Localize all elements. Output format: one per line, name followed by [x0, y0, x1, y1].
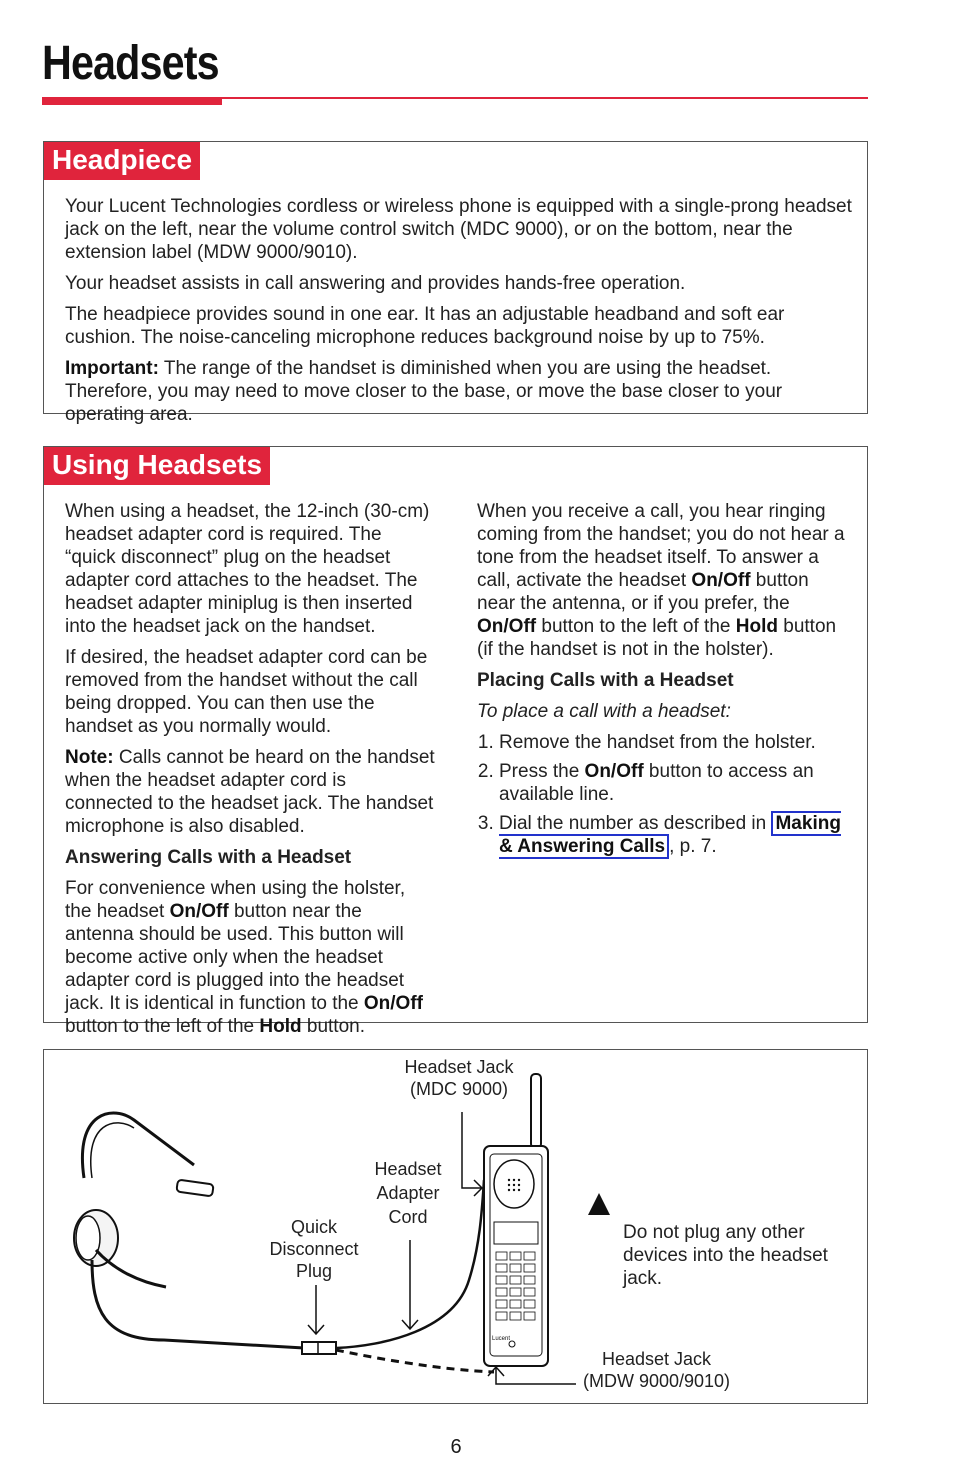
- label-line: Plug: [295, 1261, 333, 1281]
- warning-icon: [588, 1193, 610, 1215]
- using-right-column: [477, 500, 849, 864]
- step-text: button to access an available line.: [499, 761, 814, 805]
- note-label: Note:: [65, 747, 114, 768]
- using-left-column: [65, 500, 435, 1046]
- placing-steps: [477, 731, 849, 858]
- important-text: The range of the handset is diminished when you are using the headset. Therefore, you may need to move closer to the base, or move the base closer to your operating area.: [65, 358, 783, 425]
- text-run: When you receive a call, you hear ringing coming from the handset; you do not hear a tone from the headset itself. To answer a call, activate the headset: [477, 501, 845, 591]
- headpiece-paragraph: The headpiece provides sound in one ear. It has an adjustable headband and soft ear cushion. The noise-canceling microphone reduces background noise by up to 75%.: [65, 304, 785, 348]
- important-label: Important:: [65, 358, 159, 379]
- receive-paragraph: [477, 500, 849, 661]
- using-paragraph: If desired, the headset adapter cord can be removed from the handset without the call being dropped. You can then use the handset as you normally would.: [65, 647, 428, 737]
- page-number: 6: [450, 1436, 462, 1458]
- jack-mdc-arrow: [462, 1112, 482, 1196]
- note-paragraph: [65, 746, 435, 838]
- onoff-label: On/Off: [584, 761, 644, 782]
- label-line: Adapter: [376, 1183, 440, 1203]
- label-jack-mdw: [569, 1348, 744, 1392]
- placing-subhead: Placing Calls with a Headset: [477, 670, 734, 691]
- label-line: (MDW 9000/9010): [582, 1371, 731, 1391]
- hold-label: Hold: [735, 616, 778, 637]
- step-item: [499, 812, 849, 858]
- using-headsets-section: [43, 446, 868, 1037]
- step-text: Press the: [499, 761, 585, 782]
- step-item: [499, 760, 849, 806]
- adapter-cord-alt: [336, 1350, 494, 1372]
- text-run: button near the antenna, or if you prefer, the: [477, 570, 809, 614]
- onoff-label: On/Off: [691, 570, 751, 591]
- hold-label: Hold: [259, 1016, 302, 1037]
- label-line: (MDC 9000): [409, 1079, 509, 1099]
- phone-function-buttons: [494, 1222, 538, 1244]
- label-adapter-cord: [358, 1157, 458, 1229]
- label-line: Quick: [290, 1217, 337, 1237]
- answering-paragraph: [65, 877, 435, 1038]
- making-answering-calls-link[interactable]: Making & Answering Calls: [499, 813, 841, 857]
- step-text: Remove the handset from the holster.: [499, 732, 816, 753]
- headpiece-section: [43, 141, 868, 425]
- placing-intro: To place a call with a headset:: [477, 701, 731, 722]
- onoff-label: On/Off: [169, 901, 229, 922]
- text-run: button to the left of the: [65, 1016, 260, 1037]
- headpiece-important: [65, 357, 857, 426]
- text-run: For convenience when using the holster, the headset: [65, 878, 406, 922]
- headset-diagram: [43, 1049, 868, 1404]
- label-line: Headset Jack: [601, 1349, 712, 1369]
- headpiece-paragraph: Your Lucent Technologies cordless or wireless phone is equipped with a single-prong headset jack on the left, near the volume control switch (MDC 9000), or on the bottom, near the extension label (MDW 9000/9010).: [65, 196, 852, 263]
- headpiece-paragraph: Your headset assists in call answering and provides hands-free operation.: [65, 273, 686, 294]
- label-quick-disconnect-plug: [259, 1216, 369, 1282]
- step-text: , p. 7.: [669, 836, 717, 857]
- headband-pad: [176, 1180, 213, 1197]
- plug-arrow: [308, 1285, 324, 1334]
- warning-text: Do not plug any other devices into the headset jack.: [623, 1222, 828, 1289]
- step-text: Dial the number as described in: [499, 813, 772, 834]
- text-run: button near the antenna should be used. This button will become active only when the headset adapter cord is plugged into the headset jack. It is identical in function to the: [65, 901, 405, 1014]
- jack-mdw-arrow: [488, 1367, 576, 1384]
- onoff-label: On/Off: [363, 993, 423, 1014]
- cord-arrow: [402, 1240, 418, 1329]
- phone-brand: Lucent: [492, 1336, 511, 1342]
- quick-disconnect-plug: [302, 1342, 336, 1354]
- page-title: Headsets: [42, 37, 219, 90]
- using-headsets-heading: Using Headsets: [44, 447, 270, 485]
- headpiece-body: [65, 195, 857, 434]
- label-line: Headset Jack: [404, 1057, 514, 1077]
- text-run: button (if the handset is not in the holster).: [477, 616, 837, 660]
- label-line: Cord: [388, 1207, 428, 1227]
- answering-subhead: Answering Calls with a Headset: [65, 847, 352, 868]
- label-line: Headset: [374, 1159, 442, 1179]
- label-jack-mdc: [379, 1056, 539, 1100]
- label-line: Disconnect: [269, 1239, 359, 1259]
- headpiece-heading: Headpiece: [44, 142, 200, 180]
- using-paragraph: When using a headset, the 12-inch (30-cm) headset adapter cord is required. The “quick disconnect” plug on the headset adapter cord attaches to the headset. The headset adapter miniplug is then inserted into the headset jack on the handset.: [65, 501, 430, 637]
- headband: [82, 1113, 194, 1178]
- onoff-label: On/Off: [477, 616, 537, 637]
- text-run: button to the left of the: [536, 616, 736, 637]
- note-text: Calls cannot be heard on the handset when the headset adapter cord is connected to the headset jack. The handset microphone is also disabled.: [65, 747, 435, 837]
- title-rule-accent: [42, 97, 222, 105]
- step-item: [499, 731, 849, 754]
- text-run: button.: [301, 1016, 365, 1037]
